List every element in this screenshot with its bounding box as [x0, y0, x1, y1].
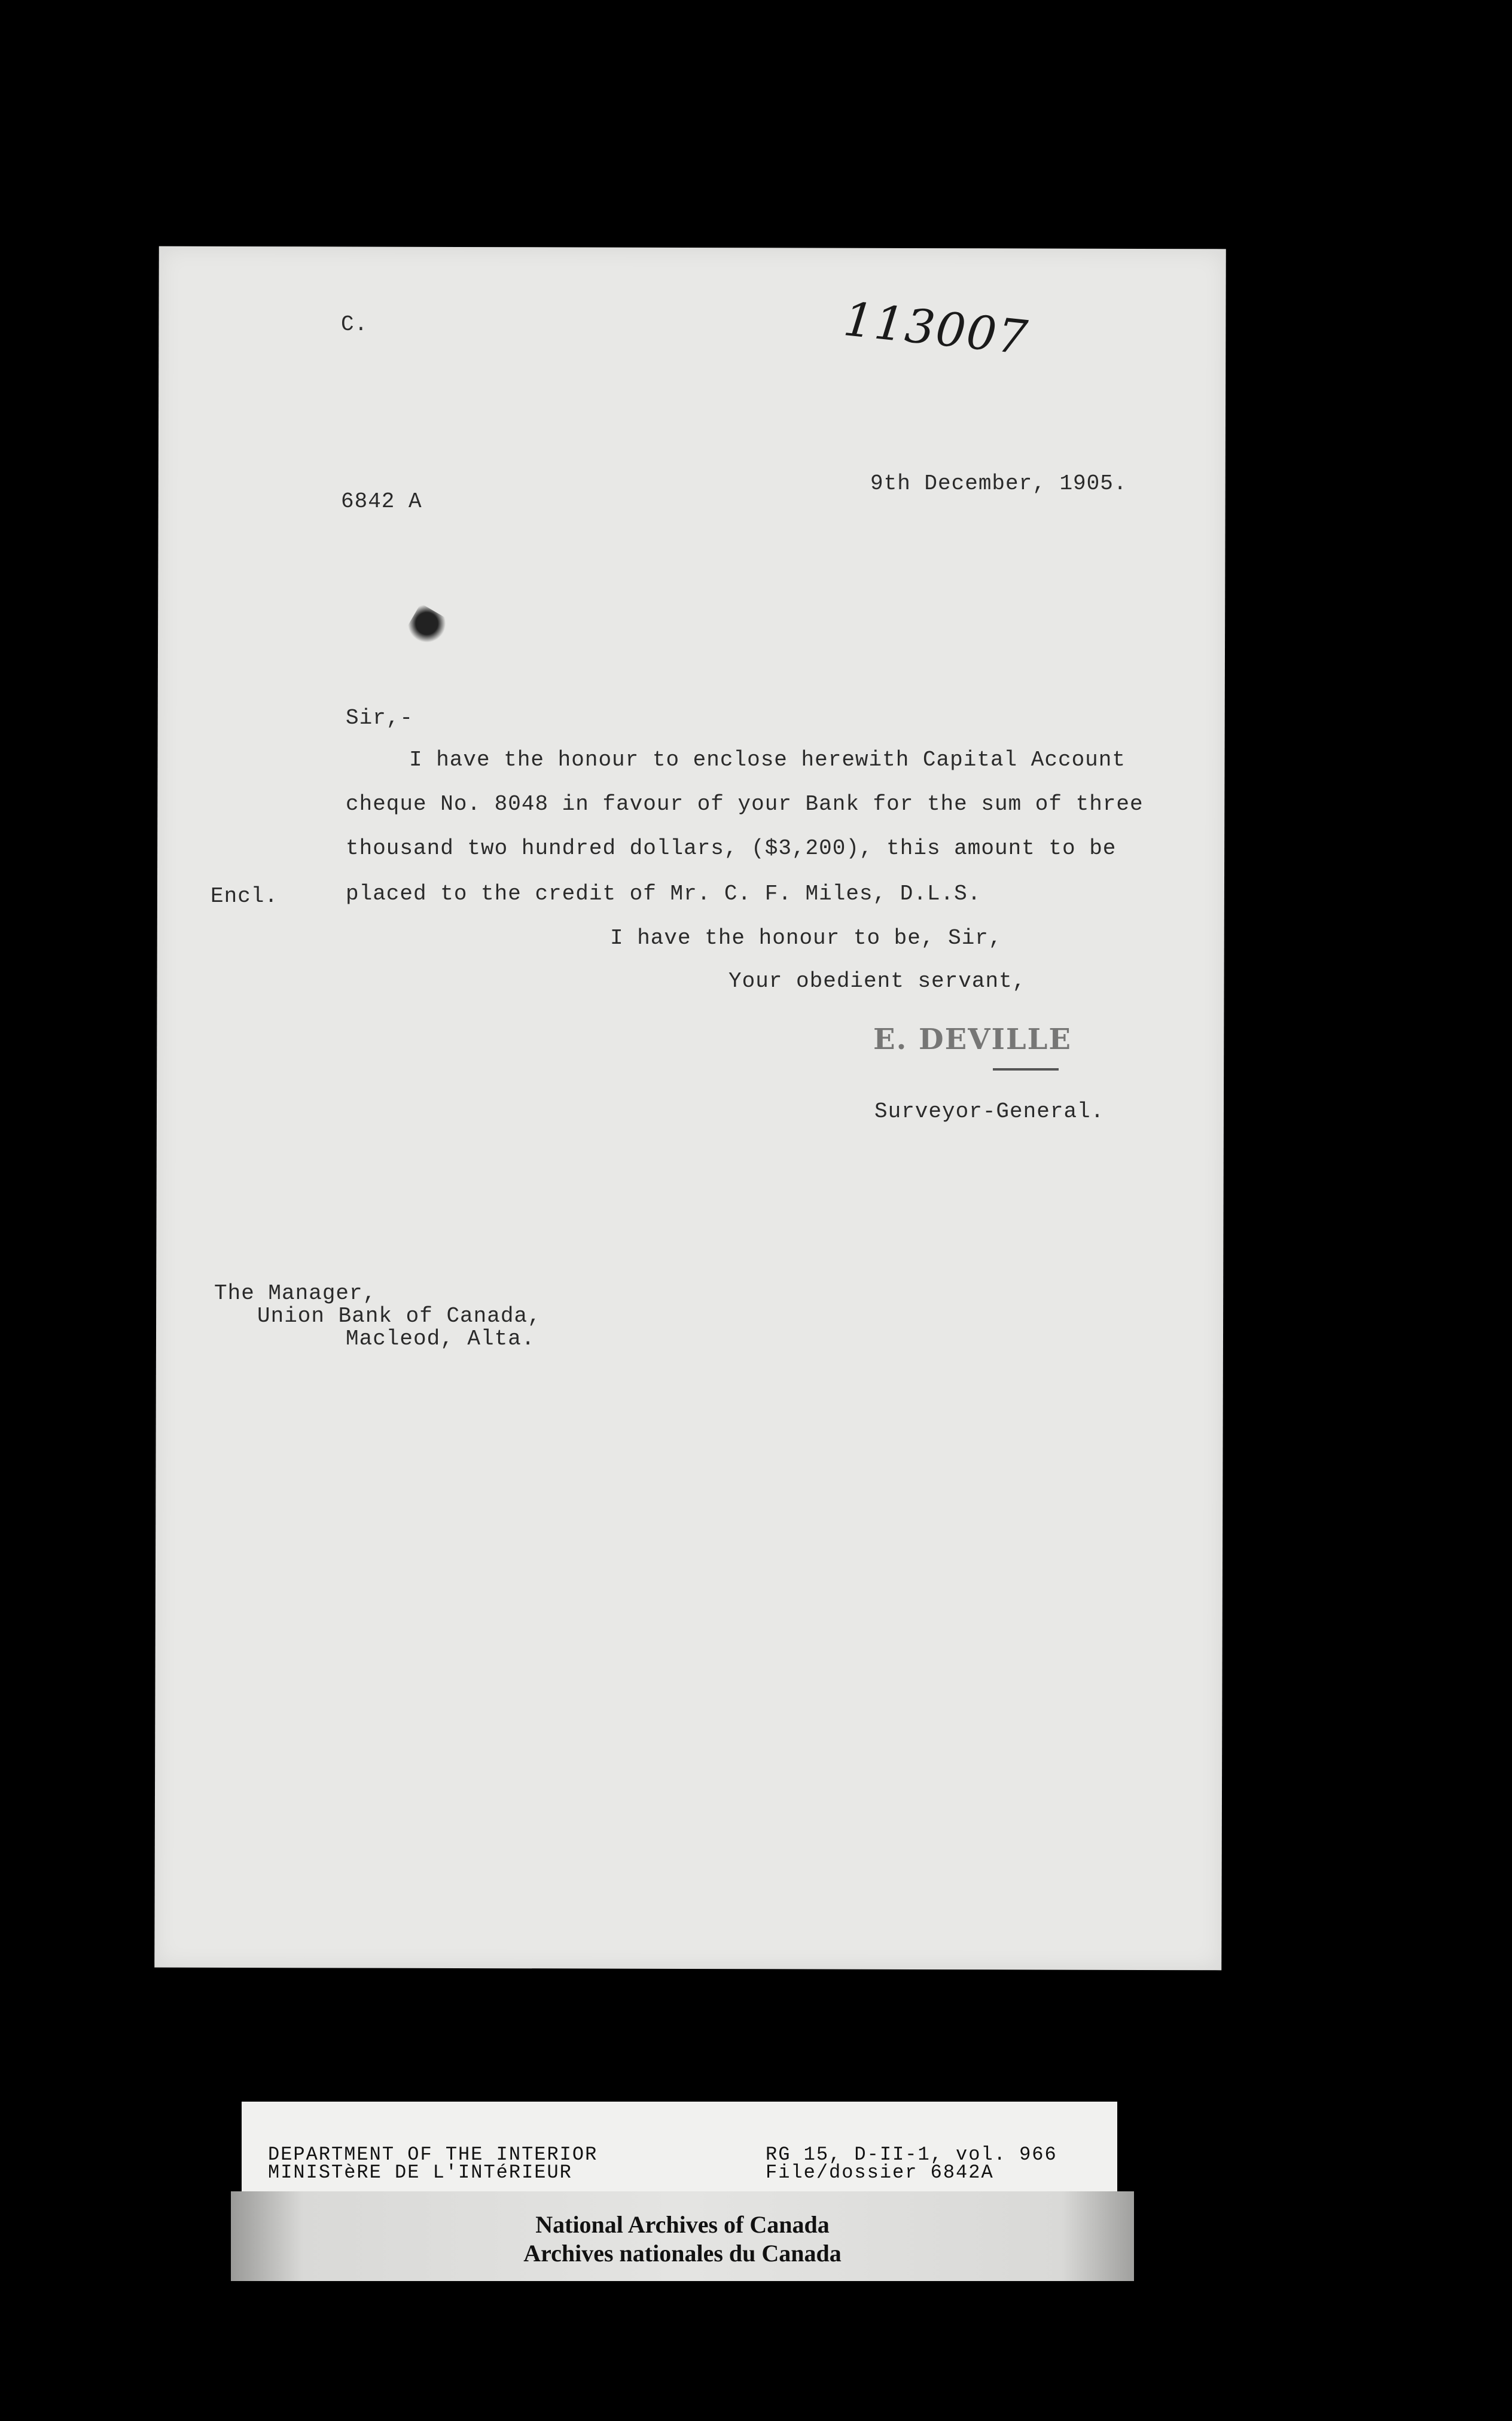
archives-fr: Archives nationales du Canada: [523, 2240, 842, 2267]
reference: RG 15, D-II-1, vol. 966: [766, 2143, 1057, 2166]
file-prefix: C.: [341, 312, 368, 337]
letter-date: 9th December, 1905.: [870, 471, 1127, 496]
addressee-line: The Manager,: [214, 1281, 377, 1306]
closing-line: I have the honour to be, Sir,: [610, 926, 1002, 950]
archives-en: National Archives of Canada: [535, 2211, 830, 2238]
signature-stamp: E. DEVILLE: [873, 1023, 1072, 1056]
pin-mark: [403, 603, 453, 654]
enclosure-note: Encl.: [211, 884, 279, 908]
signature-title: Surveyor-General.: [874, 1099, 1105, 1124]
body-line: I have the honour to enclose herewith Capital Account: [409, 748, 1126, 772]
file-number: 6842 A: [341, 489, 422, 514]
archives-banner: [231, 2191, 1134, 2281]
body-line: placed to the credit of Mr. C. F. Miles, D.L.S.: [346, 882, 981, 906]
dept-fr: MINISTèRE DE L'INTéRIEUR: [268, 2161, 572, 2184]
dept-en: DEPARTMENT OF THE INTERIOR: [268, 2143, 598, 2166]
addressee-line: Macleod, Alta.: [346, 1327, 535, 1351]
body-line: cheque No. 8048 in favour of your Bank for the sum of three: [346, 792, 1144, 816]
file-ref: File/dossier 6842A: [766, 2161, 994, 2184]
addressee-line: Union Bank of Canada,: [257, 1304, 541, 1328]
signature-underline: [993, 1068, 1059, 1071]
closing-line: Your obedient servant,: [728, 969, 1026, 993]
archive-reference-label: [242, 2102, 1117, 2191]
stamp-number: 113007: [841, 292, 1031, 365]
body-line: thousand two hundred dollars, ($3,200), this amount to be: [346, 836, 1117, 861]
salutation: Sir,-: [346, 706, 414, 730]
